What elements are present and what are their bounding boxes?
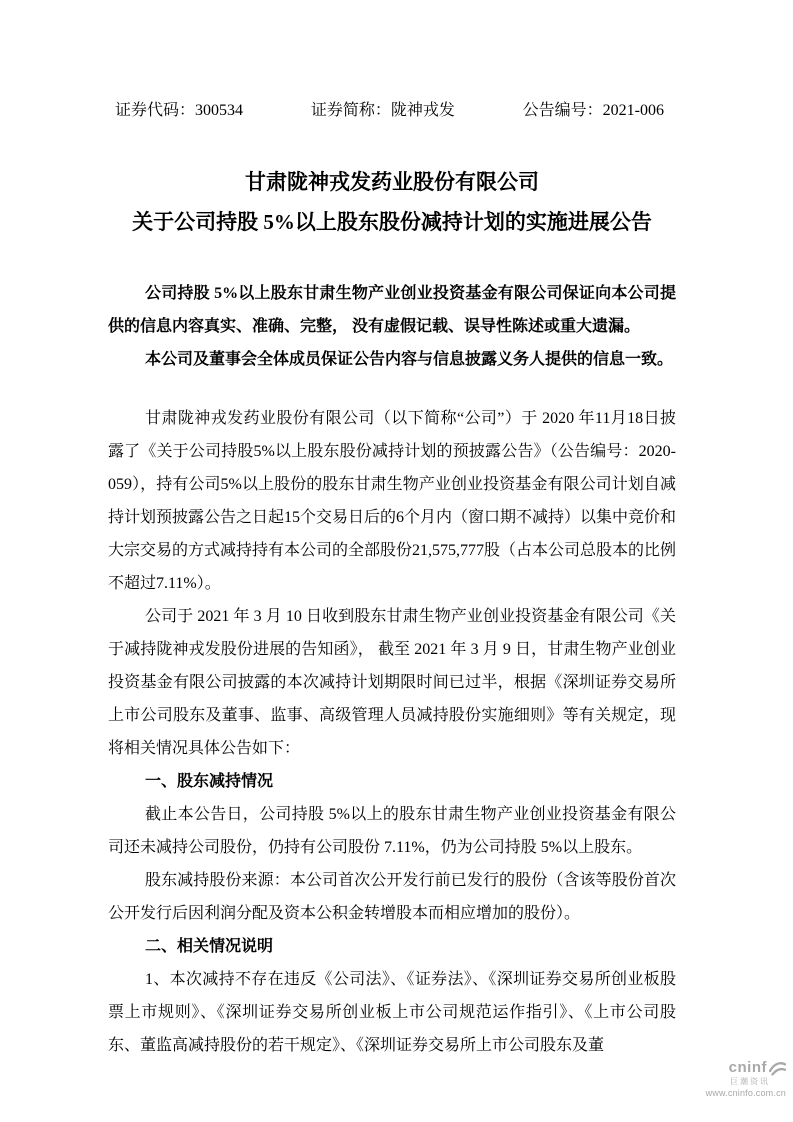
document-header-row bbox=[108, 100, 676, 122]
section-heading-2: 二、相关情况说明 bbox=[145, 938, 274, 955]
cninfo-brand-text: cninf bbox=[728, 1059, 767, 1076]
cninfo-brand-chinese: 巨潮资讯 bbox=[730, 1076, 770, 1086]
disclaimer-paragraph-1: 公司持股 5%以上股东甘肃生物产业创业投资基金有限公司保证向本公司提供的信息内容真实、准确、完整， 没有虚假记载、误导性陈述或重大遗漏。 bbox=[108, 285, 676, 335]
cninfo-watermark bbox=[694, 1060, 786, 1099]
cninfo-url: www.cninfo.com.cn bbox=[705, 1088, 786, 1099]
body-paragraph-4: 股东减持股份来源：本公司首次公开发行前已发行的股份（含该等股份首次公开发行后因利润分配及资本公积金转增股本而相应增加的股份）。 bbox=[108, 872, 676, 922]
cninfo-brand-row bbox=[694, 1060, 786, 1077]
page-subtitle: 关于公司持股 5%以上股东股份减持计划的实施进展公告 bbox=[132, 210, 652, 234]
title-block bbox=[108, 162, 676, 242]
page-content bbox=[108, 0, 676, 1062]
disclaimer-paragraph-2: 本公司及董事会全体成员保证公告内容与信息披露义务人提供的信息一致。 bbox=[145, 351, 674, 368]
body-block bbox=[108, 402, 676, 1062]
body-paragraph-2: 公司于 2021 年 3 月 10 日收到股东甘肃生物产业创业投资基金有限公司《关于减持陇神戎发股份进展的告知函》， 截至 2021 年 3 月 9 日，甘肃生物产业创业投资基金有限公司披露的本次减持计划期限时间已过半，根据《深圳证券交易所上市公司股东及董事、监事、高级管理人员减持股份实施细则》等有关规定，现将相关情况具体公告如下： bbox=[108, 608, 676, 757]
body-paragraph-3: 截止本公告日，公司持股 5%以上的股东甘肃生物产业创业投资基金有限公司还未减持公司股份，仍持有公司股份 7.11%，仍为公司持股 5%以上股东。 bbox=[108, 806, 676, 856]
disclaimer-block bbox=[108, 277, 676, 376]
announcement-number-label: 公告编号：2021-006 bbox=[522, 102, 664, 119]
cninfo-swoosh-icon bbox=[769, 1061, 786, 1076]
body-paragraph-5: 1、本次减持不存在违反《公司法》、《证券法》、《深圳证券交易所创业板股票上市规则》、《深圳证券交易所创业板上市公司规范运作指引》、《上市公司股东、董监高减持股份的若干规定》、《深圳证券交易所上市公司股东及董 bbox=[108, 971, 676, 1054]
stock-code-label: 证券代码：300534 bbox=[115, 102, 244, 119]
page-title: 甘肃陇神戎发药业股份有限公司 bbox=[245, 170, 539, 194]
stock-name-label: 证券简称：陇神戎发 bbox=[310, 102, 455, 119]
section-heading-1: 一、股东减持情况 bbox=[145, 773, 274, 790]
body-paragraph-1: 甘肃陇神戎发药业股份有限公司（以下简称“公司”）于 2020 年11月18日披露了《关于公司持股5%以上股东股份减持计划的预披露公告》（公告编号：2020-059），持有公司5%以上股份的股东甘肃生物产业创业投资基金有限公司计划自减持计划预披露公告之日起15个交易日后的6个月内（窗口期不减持）以集中竞价和大宗交易的方式减持持有本公司的全部股份21,575,777股（占本公司总股本的比例不超过7.11%）。 bbox=[108, 410, 677, 592]
